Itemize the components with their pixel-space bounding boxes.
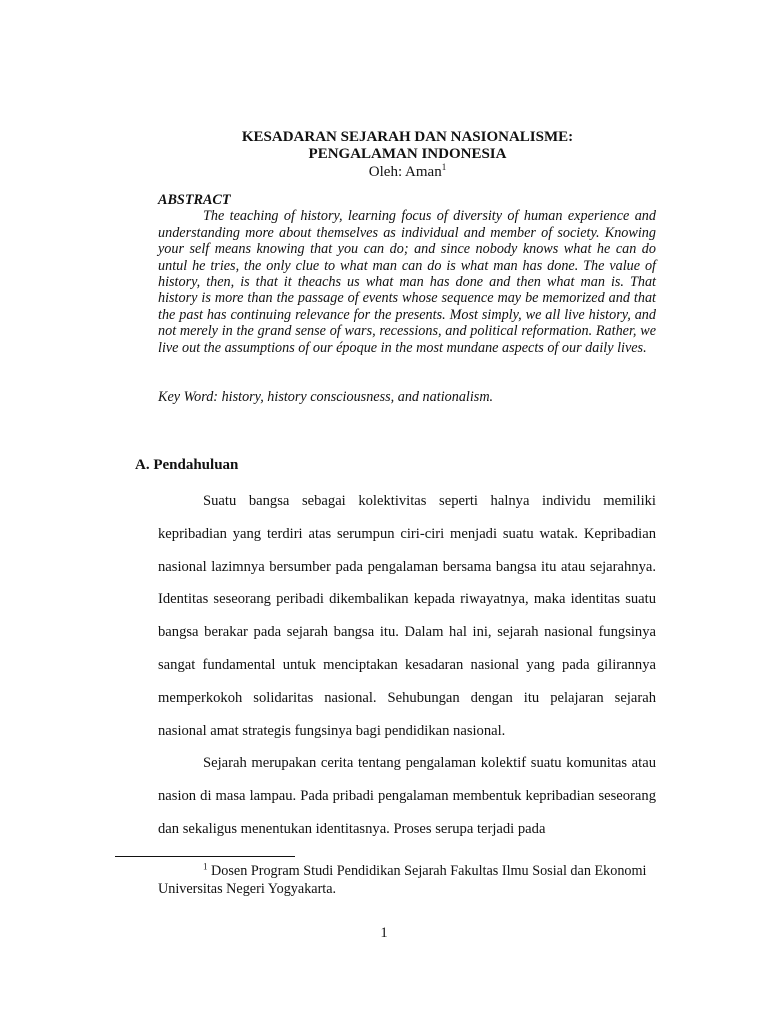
- author-line: [0, 164, 768, 181]
- footnote-mark: 1: [203, 861, 208, 872]
- section-heading: A. Pendahuluan: [135, 457, 239, 473]
- footnote: [158, 862, 656, 898]
- footnote-divider: [115, 856, 295, 857]
- body-text: [158, 485, 656, 846]
- abstract-heading: ABSTRACT: [158, 192, 231, 208]
- body-paragraph-1: Suatu bangsa sebagai kolektivitas seperti halnya individu memiliki kepribadian yang terdiri atas serumpun ciri-ciri menjadi suatu watak. Kepribadian nasional lazimnya bersumber pada pengalaman bersama bangsa itu atau sejarahnya. Identitas seseorang peribadi dikembalikan kepada riwayatnya, maka identitas suatu bangsa berakar pada sejarah bangsa itu. Dalam hal ini, sejarah nasional fungsinya sangat fundamental untuk menciptakan kesadaran nasional yang pada gilirannya memperkokoh solidaritas nasional. Sehubungan dengan itu pelajaran sejarah nasional amat strategis fungsinya bagi pendidikan nasional.: [158, 493, 656, 739]
- abstract-section: [158, 192, 656, 356]
- page-number: 1: [380, 925, 388, 941]
- title-block: [0, 129, 768, 181]
- title-line-2: PENGALAMAN INDONESIA: [308, 146, 507, 162]
- title-line-1: KESADARAN SEJARAH DAN NASIONALISME:: [241, 129, 574, 145]
- abstract-body: The teaching of history, learning focus of diversity of human experience and understanding more about themselves as individual and member of society. Knowing your self means knowing that you can do; and since nobody knows what he can do untul he tries, the only clue to what man can do is what man has done. The value of history, then, is that it theachs us what man has done and then what man is. That history is more than the passage of events whose sequence may be memorized and that the past has continuing relevance for the presents. Most simply, we all live history, and not merely in the grand sense of wars, recessions, and political reformation. Rather, we live out the assumptions of our époque in the most mundane aspects of our daily lives.: [158, 208, 656, 356]
- keywords: Key Word: history, history consciousness, and nationalism.: [158, 389, 494, 405]
- author-name: Oleh: Aman: [368, 164, 442, 180]
- footnote-text: Dosen Program Studi Pendidikan Sejarah Fakultas Ilmu Sosial dan Ekonomi Universitas Negeri Yogyakarta.: [158, 863, 647, 897]
- body-paragraph-2: Sejarah merupakan cerita tentang pengalaman kolektif suatu komunitas atau nasion di masa lampau. Pada pribadi pengalaman membentuk kepribadian seseorang dan sekaligus menentukan identitasnya. Proses serupa terjadi pada: [158, 755, 656, 837]
- footnote-paragraph: [158, 862, 656, 898]
- author-footnote-mark: 1: [441, 162, 447, 172]
